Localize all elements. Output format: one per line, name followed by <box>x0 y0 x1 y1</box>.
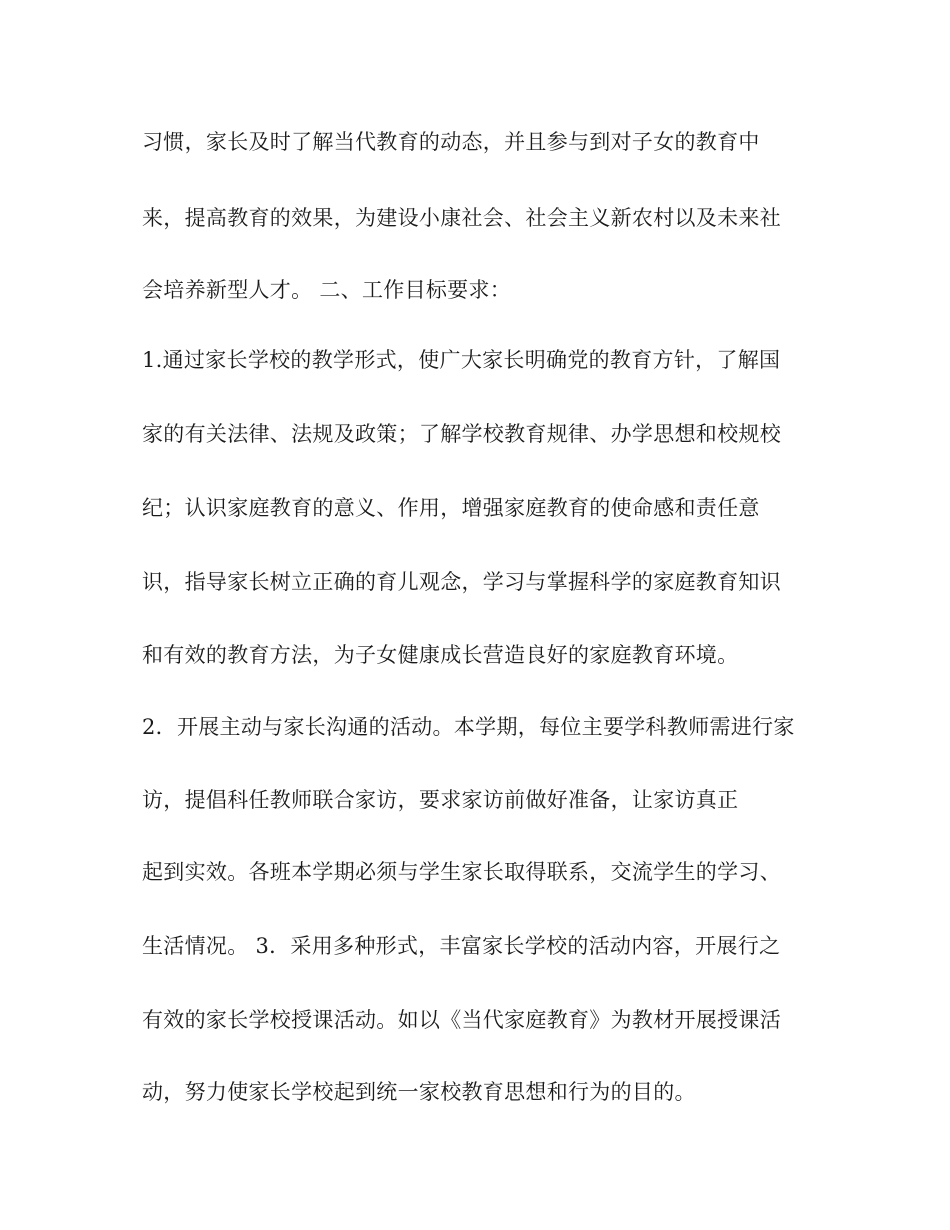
text-line: 有效的家长学校授课活动。如以《当代家庭教育》为教材开展授课活 <box>142 1008 781 1032</box>
text-line: 生活情况。 3．采用多种形式，丰富家长学校的活动内容，开展行之 <box>142 934 781 958</box>
text-line: 家的有关法律、法规及政策；了解学校教育规律、办学思想和校规校 <box>142 422 781 446</box>
text-line: 访，提倡科任教师联合家访，要求家访前做好准备，让家访真正 <box>142 788 739 812</box>
text-line: 和有效的教育方法，为子女健康成长营造良好的家庭教育环境。 <box>142 643 739 667</box>
text-line: 动，努力使家长学校起到统一家校教育思想和行为的目的。 <box>142 1080 696 1104</box>
text-line: 纪；认识家庭教育的意义、作用，增强家庭教育的使命感和责任意 <box>142 496 760 520</box>
text-line: 2．开展主动与家长沟通的活动。本学期，每位主要学科教师需进行家 <box>142 715 795 739</box>
text-line: 1.通过家长学校的教学形式，使广大家长明确党的教育方针，了解国 <box>142 348 781 372</box>
text-line: 识，指导家长树立正确的育儿观念，学习与掌握科学的家庭教育知识 <box>142 570 781 594</box>
text-line: 起到实效。各班本学期必须与学生家长取得联系，交流学生的学习、 <box>142 860 781 884</box>
text-line: 会培养新型人才。 二、工作目标要求： <box>142 278 512 302</box>
text-line: 来，提高教育的效果，为建设小康社会、社会主义新农村以及未来社 <box>142 206 781 230</box>
text-line: 习惯，家长及时了解当代教育的动态，并且参与到对子女的教育中 <box>142 130 760 154</box>
